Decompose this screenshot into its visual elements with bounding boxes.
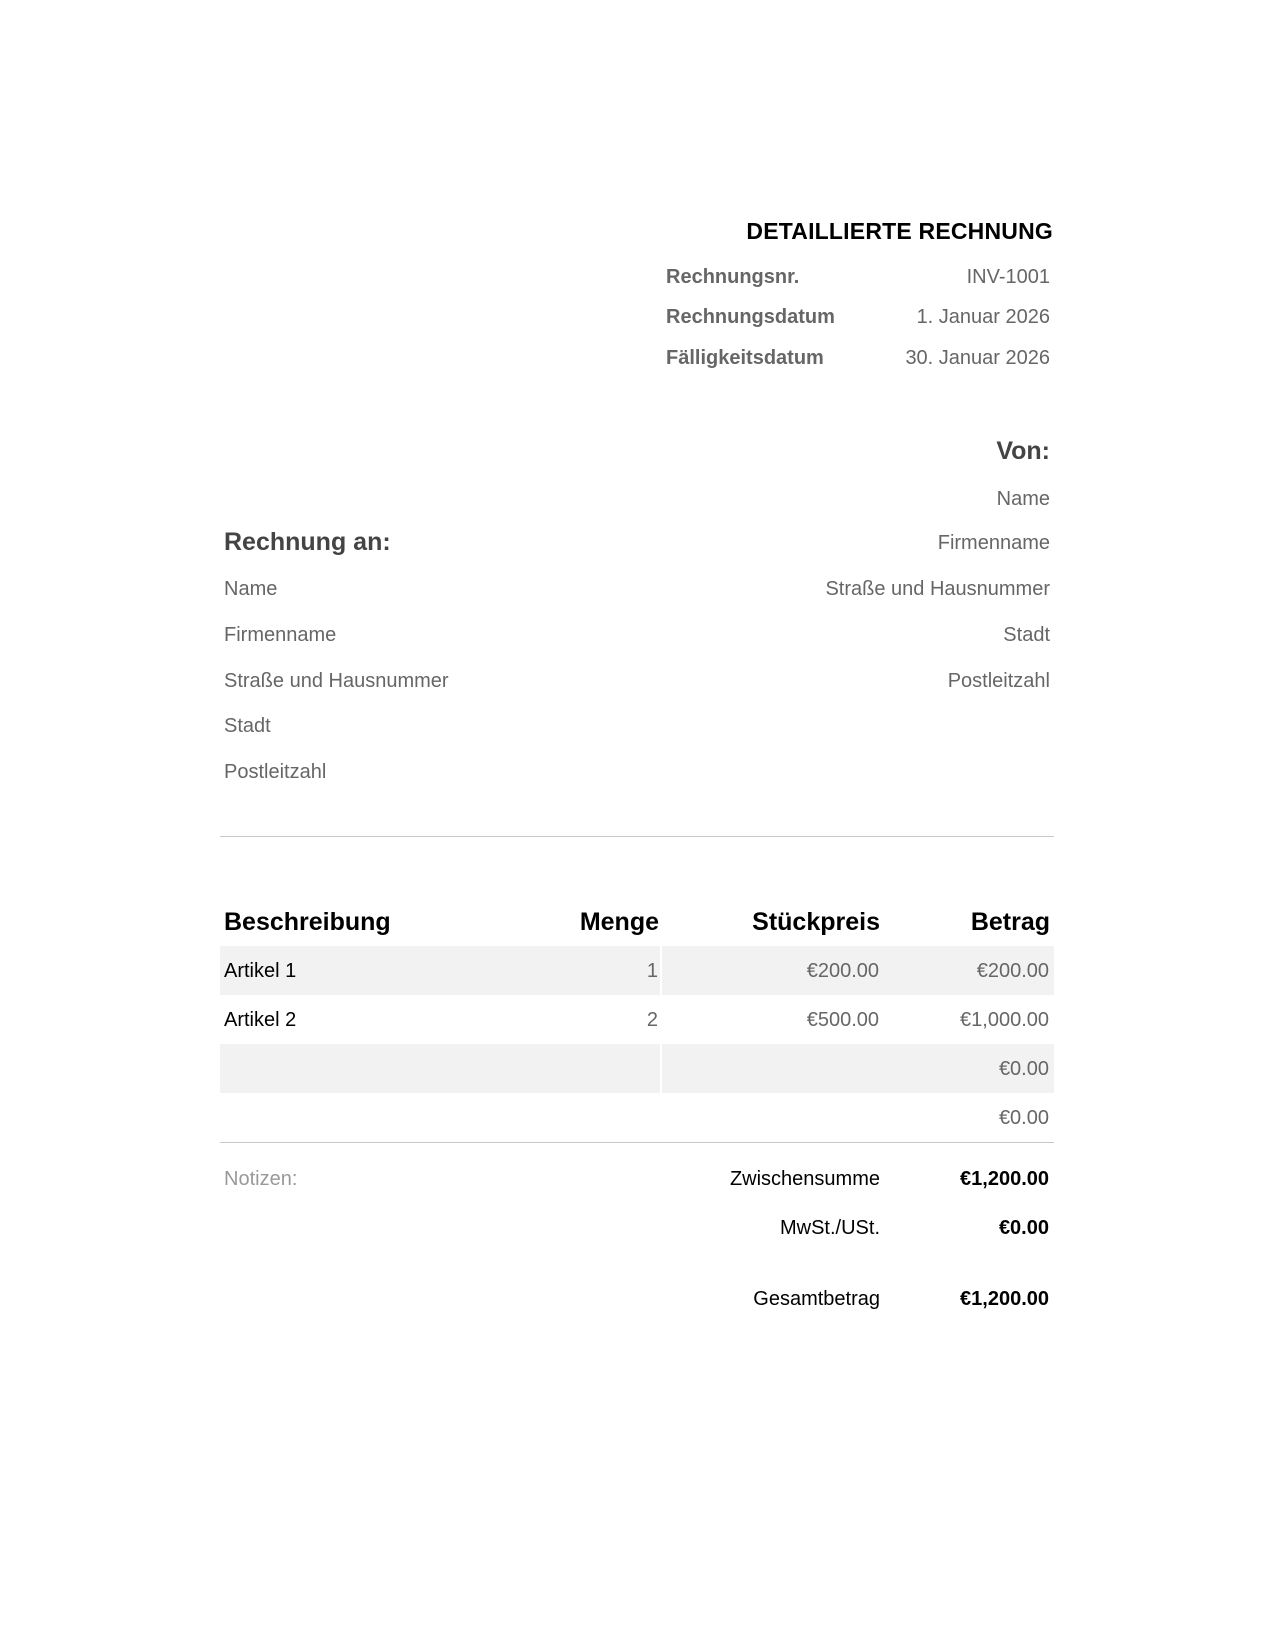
total-value: €1,200.00	[960, 1288, 1049, 1310]
row-description: Artikel 2	[224, 1009, 297, 1031]
subtotal-value: €1,200.00	[960, 1168, 1049, 1190]
from-postal-code: Postleitzahl	[947, 670, 1050, 692]
bill-to-company: Firmenname	[224, 624, 337, 646]
row-amount: €0.00	[998, 1058, 1049, 1080]
row-description: Artikel 1	[224, 960, 297, 982]
tax-value: €0.00	[998, 1217, 1049, 1239]
invoice-date-label: Rechnungsdatum	[666, 306, 835, 328]
notes-label: Notizen:	[224, 1168, 298, 1190]
bill-to-heading: Rechnung an:	[224, 528, 391, 556]
from-company: Firmenname	[937, 532, 1050, 554]
tax-label: MwSt./USt.	[779, 1217, 880, 1239]
due-date-label: Fälligkeitsdatum	[666, 347, 824, 369]
from-city: Stadt	[1003, 624, 1050, 646]
invoice-date-row	[666, 306, 1050, 332]
from-heading: Von:	[996, 437, 1050, 465]
column-header-quantity: Menge	[579, 908, 659, 936]
column-header-unit-price: Stückpreis	[752, 908, 880, 936]
invoice-number-label: Rechnungsnr.	[666, 266, 800, 288]
row-amount: €1,000.00	[960, 1009, 1049, 1031]
row-unit-price: €500.00	[806, 1009, 879, 1031]
due-date-value: 30. Januar 2026	[905, 347, 1050, 369]
row-unit-price: €200.00	[806, 960, 879, 982]
due-date-row	[666, 347, 1050, 373]
table-bottom-divider	[220, 1142, 1054, 1143]
invoice-title: DETAILLIERTE RECHNUNG	[746, 218, 1053, 244]
invoice-number-value: INV-1001	[966, 266, 1050, 288]
row-quantity: 2	[646, 1009, 658, 1031]
table-row	[220, 946, 1054, 995]
bill-to-street: Straße und Hausnummer	[224, 670, 449, 692]
table-row	[220, 1093, 1054, 1142]
from-name: Name	[996, 488, 1050, 510]
column-header-amount: Betrag	[970, 908, 1050, 936]
invoice-number-row	[666, 266, 1050, 292]
table-row	[220, 1044, 1054, 1093]
column-header-description: Beschreibung	[224, 908, 391, 936]
bill-to-city: Stadt	[224, 715, 271, 737]
total-label: Gesamtbetrag	[753, 1288, 880, 1310]
section-divider	[220, 836, 1054, 837]
bill-to-postal-code: Postleitzahl	[224, 761, 327, 783]
bill-to-name: Name	[224, 578, 278, 600]
row-amount: €200.00	[976, 960, 1049, 982]
subtotal-label: Zwischensumme	[729, 1168, 880, 1190]
row-amount: €0.00	[998, 1107, 1049, 1129]
from-street: Straße und Hausnummer	[825, 578, 1050, 600]
row-quantity: 1	[646, 960, 658, 982]
invoice-date-value: 1. Januar 2026	[916, 306, 1050, 328]
table-row	[220, 995, 1054, 1044]
